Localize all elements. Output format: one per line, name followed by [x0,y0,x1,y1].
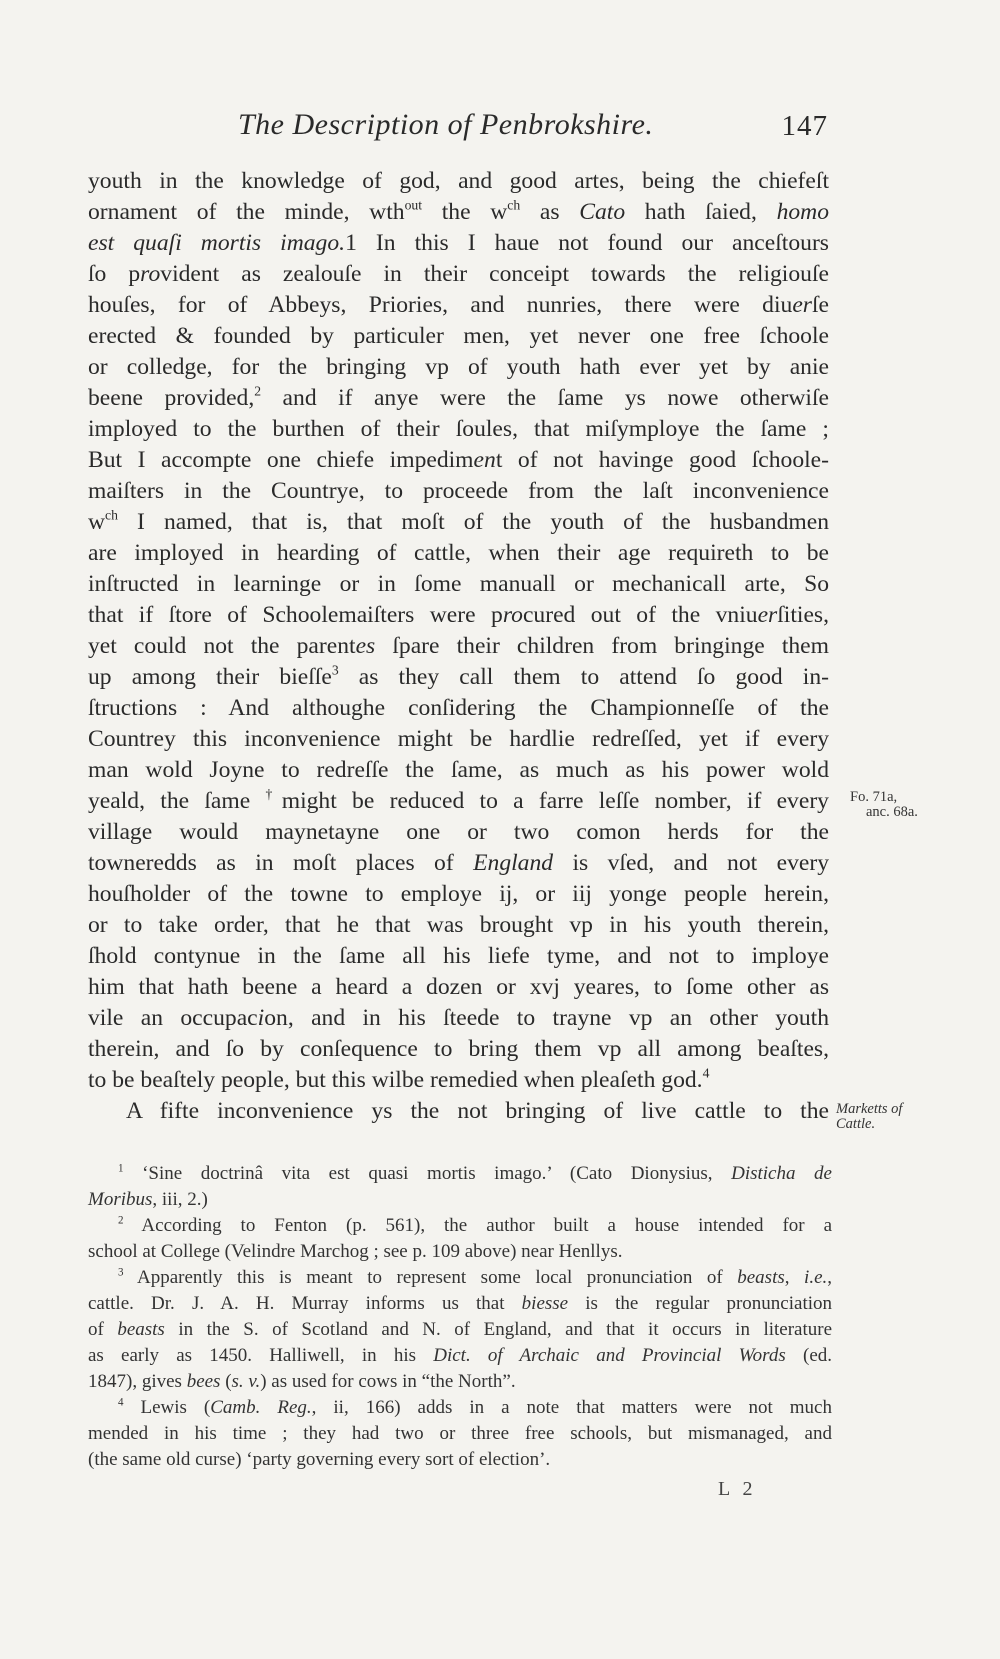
marketts-line-1: Marketts of [836,1101,903,1117]
text-line: Countrey this inconvenience might be hardlie redreſſed, yet if every [88,726,829,752]
page-number: 147 [781,110,828,142]
text-line: yet could not the parentes ſpare their children from bringinge them [88,633,829,659]
text-line: are imployed in hearding of cattle, when their age requireth to be [88,540,829,566]
text-line: ſo provident as zealouſe in their conceipt towards the religiouſe [88,261,829,287]
marketts-line-2: Cattle. [836,1116,876,1132]
footnote-line: as early as 1450. Halliwell, in his Dict. of Archaic and Provincial Words (ed. [88,1345,832,1366]
main-text [88,166,829,1127]
running-head [88,108,828,152]
margin-note-marketts [836,1102,902,1132]
text-line: that if ſtore of Schoolemaiſters were procured out of the vniuerſities, [88,602,829,628]
margin-note-folio [850,790,918,820]
text-line: therein, and ſo by conſequence to bring them vp all among beaſtes, [88,1036,829,1062]
text-line: village would maynetayne one or two comon herds for the [88,819,829,845]
footnotes [88,1161,832,1473]
text-line: est quaſi mortis imago.1 In this I haue not found our anceſtours [88,230,829,256]
text-line: vile an occupacion, and in his ſteede to trayne vp an other youth [88,1005,829,1031]
text-line: $w^{ch}$ I named, that is, that moſt of the youth of the husbandmen [88,507,829,535]
text-line: houſholder of the towne to employe ij, or iij yonge people herein, [88,881,829,907]
running-title: The Description of Penbrokshire. [238,108,654,141]
text-line: But I accompte one chiefe impediment of not havinge good ſchoole- [88,447,829,473]
text-line: towneredds as in moſt places of England is vſed, and not every [88,850,829,876]
footnote-line: cattle. Dr. J. A. H. Murray informs us that biesse is the regular pronunciation [88,1293,832,1314]
text-line: imployed to the burthen of their ſoules, that miſymploye the ſame ; [88,416,829,442]
folio-line-2: anc. 68a. [866,804,918,820]
text-line: or colledge, for the bringing vp of youth hath ever yet by anie [88,354,829,380]
text-line: A fifte inconvenience ys the not bringing of live cattle to the [126,1098,829,1124]
footnote-line: $^4$ Lewis (Camb. Reg., ii, 166) adds in a note that matters were not much [118,1396,832,1418]
footnote-line: (the same old curse) ‘party governing every sort of election’. [88,1449,551,1470]
text-line: man wold Joyne to redreſſe the ſame, as much as his power wold [88,757,829,783]
footnote-line: $^2$ According to Fenton (p. 561), the author built a house intended for a [118,1214,832,1236]
footnote-line: mended in his time ; they had two or three free schools, but mismanaged, and [88,1423,832,1444]
footnote-line: 1847), gives bees (s. v.) as used for cows in “the North”. [88,1371,516,1392]
text-line: up among their bieſſe$^3$ as they call them to attend ſo good in- [88,662,829,690]
text-line: him that hath beene a heard a dozen or xvj yeares, to ſome other as [88,974,829,1000]
text-line: to be beaſtely people, but this wilbe remedied when pleaſeth god.$^4$ [88,1065,710,1093]
text-line: ornament of the minde, wth$^{out}$ the $w^{ch}$ as Cato hath ſaied, homo [88,197,829,225]
footnote-line: school at College (Velindre Marchog ; see p. 109 above) near Henllys. [88,1241,623,1262]
text-line: maiſters in the Countrye, to proceede from the laſt inconvenience [88,478,829,504]
text-line: ſtructions : And althoughe conſidering the Championneſſe of the [88,695,829,721]
footnote-line: of beasts in the S. of Scotland and N. of England, and that it occurs in literature [88,1319,833,1340]
text-line: youth in the knowledge of god, and good artes, being the chiefeſt [88,168,829,194]
text-line: ſhold contynue in the ſame all his liefe tyme, and not to imploye [88,943,829,969]
text-line: erected & founded by particuler men, yet never one free ſchoole [88,323,829,349]
folio-line-1: Fo. 71a, [850,789,898,805]
footnote-line: $^1$ ‘Sine doctrinâ vita est quasi mortis imago.’ (Cato Dionysius, Disticha de [118,1162,832,1184]
footnote-line: $^3$ Apparently this is meant to represent some local pronunciation of beasts, i.e., [118,1266,833,1288]
text-line: inſtructed in learninge or in ſome manuall or mechanicall arte, So [88,571,829,597]
text-line: beene provided,$^2$ and if anye were the ſame ys nowe otherwiſe [88,383,829,411]
text-line: houſes, for of Abbeys, Priories, and nunries, there were diuerſe [88,292,829,318]
footnote-line: Moribus, iii, 2.) [88,1189,208,1210]
signature-mark: L 2 [718,1478,757,1500]
text-line: yeald, the ſame †might be reduced to a farre leſſe nomber, if every [88,786,829,814]
text-line: or to take order, that he that was brought vp in his youth therein, [88,912,829,938]
